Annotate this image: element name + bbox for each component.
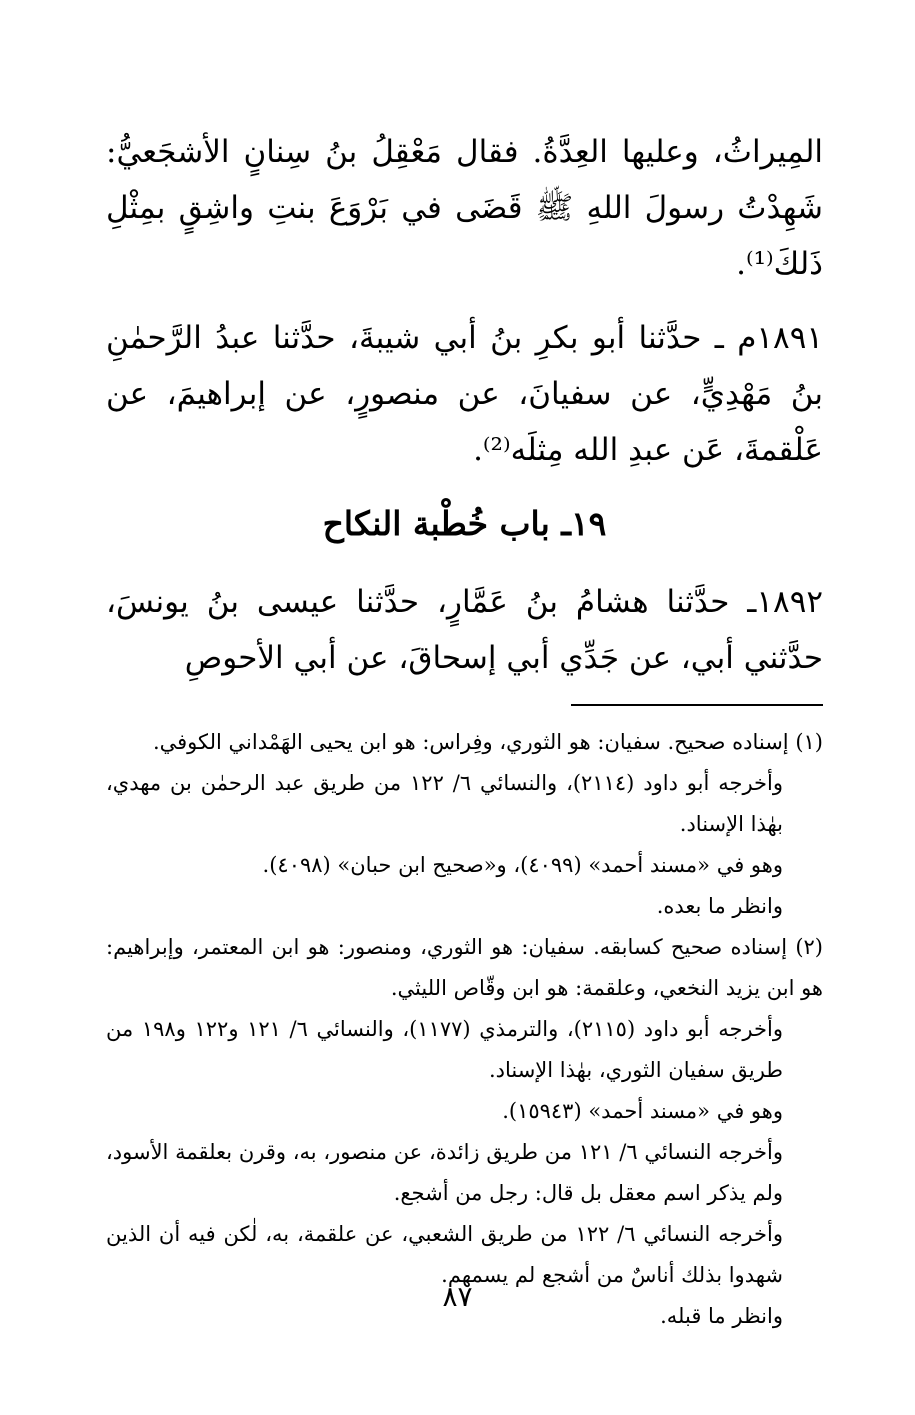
chapter-heading: ١٩ـ باب خُطْبة النكاح [322,504,607,543]
footnote-2-line-3: وهو في «مسند أحمد» (١٥٩٤٣). [502,1099,783,1123]
footnote-1-line-3: وهو في «مسند أحمد» (٤٠٩٩)، و«صحيح ابن حبان» (٤٠٩٨). [262,853,783,877]
main-text [106,124,823,686]
main-paragraph-1: المِيراثُ، وعليها العِدَّةُ. فقال مَعْقِلُ بنُ سِنانٍ الأشجَعيُّ: شَهِدْتُ رسولَ اللهِ ﷺ قَضَى في بَرْوَعَ بنتِ واشِقٍ بمِثْلِ ذَلكَ⁽¹⁾. [106,134,823,282]
footnote-2-line-5: وأخرجه النسائي ٦/ ١٢٢ من طريق الشعبي، عن علقمة، به، لٰكن فيه أن الذين شهدوا بذلك أناسٌ من أشجع لم يسمهم. [106,1222,783,1287]
footnotes [106,722,823,1337]
footnote-1-line-2: وأخرجه أبو داود (٢١١٤)، والنسائي ٦/ ١٢٢ من طريق عبد الرحمٰن بن مهدي، بهٰذا الإسناد. [106,771,784,836]
footnote-2-line-2: وأخرجه أبو داود (٢١١٥)، والترمذي (١١٧٧)، والنسائي ٦/ ١٢١ و١٢٢ و١٩٨ من طريق سفيان الثوري، بهٰذا الإسناد. [106,1017,783,1082]
footnote-2-line-6: وانظر ما قبله. [660,1304,783,1328]
footnote-1: (١) إسناده صحيح. سفيان: هو الثوري، وفِراس: هو ابن يحيى الهَمْداني الكوفي. [152,730,823,754]
page-number: ٨٧ [442,1280,473,1313]
main-paragraph-3: ١٨٩٢ـ حدَّثنا هشامُ بنُ عَمَّارٍ، حدَّثنا عيسى بنُ يونسَ، حدَّثني أبي، عن جَدِّي أبي إسحاقَ، عن أبي الأحوصِ [106,584,823,676]
footnote-2-line-4: وأخرجه النسائي ٦/ ١٢١ من طريق زائدة، عن منصور، به، وقرن بعلقمة الأسود، ولم يذكر اسم معقل بل قال: رجل من أشجع. [106,1140,783,1205]
main-paragraph-2: ١٨٩١م ـ حدَّثنا أبو بكرِ بنُ أبي شيبةَ، حدَّثنا عبدُ الرَّحمٰنِ بنُ مَهْدِيٍّ، عن سفيانَ، عن منصورٍ، عن إبراهيمَ، عن عَلْقمةَ، عَن عبدِ الله مِثلَه⁽²⁾. [106,320,823,468]
footnote-1-line-4: وانظر ما بعده. [656,894,783,918]
footnote-divider [571,704,823,706]
footnote-2: (٢) إسناده صحيح كسابقه. سفيان: هو الثوري، ومنصور: هو ابن المعتمر، وإبراهيم: هو ابن يزيد النخعي، وعلقمة: هو ابن وقّاص الليثي. [106,935,823,1000]
